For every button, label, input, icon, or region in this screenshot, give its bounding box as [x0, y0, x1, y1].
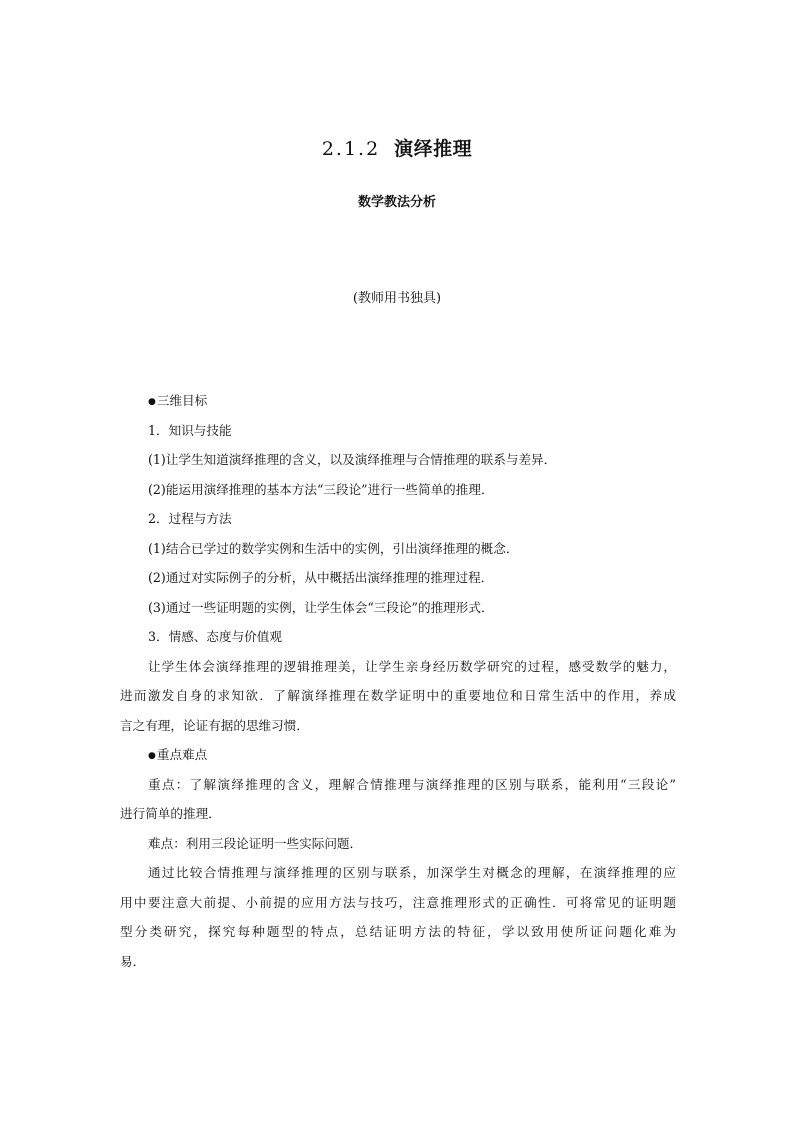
teacher-note: (教师用书独具) — [352, 291, 442, 306]
key-line: 进行简单的推理． — [120, 806, 221, 821]
emotion-line: 让学生体会演绎推理的逻辑推理美，让学生亲身经历数学研究的过程，感受数学的魅力， — [148, 658, 676, 674]
page-title — [0, 134, 794, 161]
process-heading: 2．过程与方法 — [148, 511, 232, 526]
bullet-icon: ● — [148, 397, 156, 407]
key-line: 重点：了解演绎推理的含义，理解合情推理与演绎推理的区别与联系，能利用“三段论” — [148, 776, 676, 792]
goals-heading: ●三维目标 — [148, 393, 208, 408]
subtitle: 数学教法分析 — [357, 195, 436, 210]
method-line: 易． — [120, 953, 146, 969]
emotion-line: 进而激发自身的求知欲．了解演绎推理在数学证明中的重要地位和日常生活中的作用，养成 — [120, 688, 676, 703]
bullet-icon: ● — [148, 751, 156, 761]
knowledge-item: (1)让学生知道演绎推理的含义，以及演绎推理与合情推理的联系与差异． — [148, 452, 557, 467]
process-item: (1)结合已学过的数学实例和生活中的实例，引出演绎推理的概念． — [148, 540, 519, 556]
difficulty-line: 难点：利用三段论证明一些实际问题． — [148, 835, 363, 851]
emotion-line: 言之有理，论证有据的思维习惯． — [120, 717, 309, 733]
process-item: (2)通过对实际例子的分析，从中概括出演绎推理的推理过程． — [148, 570, 494, 585]
title-text: 演绎推理 — [394, 138, 473, 160]
method-line: 用中要注意大前提、小前提的应用方法与技巧，注意推理形式的正确性．可将常见的证明题 — [120, 894, 676, 910]
knowledge-heading: 1．知识与技能 — [148, 422, 232, 438]
emotion-heading: 3．情感、态度与价值观 — [148, 629, 282, 644]
section-number: 2.1.2 — [321, 138, 381, 160]
key-heading: ●重点难点 — [148, 747, 208, 762]
document-body — [120, 386, 676, 976]
knowledge-item: (2)能运用演绎推理的基本方法“三段论”进行一些简单的推理． — [148, 481, 494, 497]
process-item: (3)通过一些证明题的实例，让学生体会“三段论”的推理形式． — [148, 599, 494, 615]
method-line: 通过比较合情推理与演绎推理的区别与联系，加深学生对概念的理解，在演绎推理的应 — [148, 865, 676, 880]
method-line: 型分类研究，探究每种题型的特点，总结证明方法的特征，学以致用使所证问题化难为 — [120, 924, 676, 939]
